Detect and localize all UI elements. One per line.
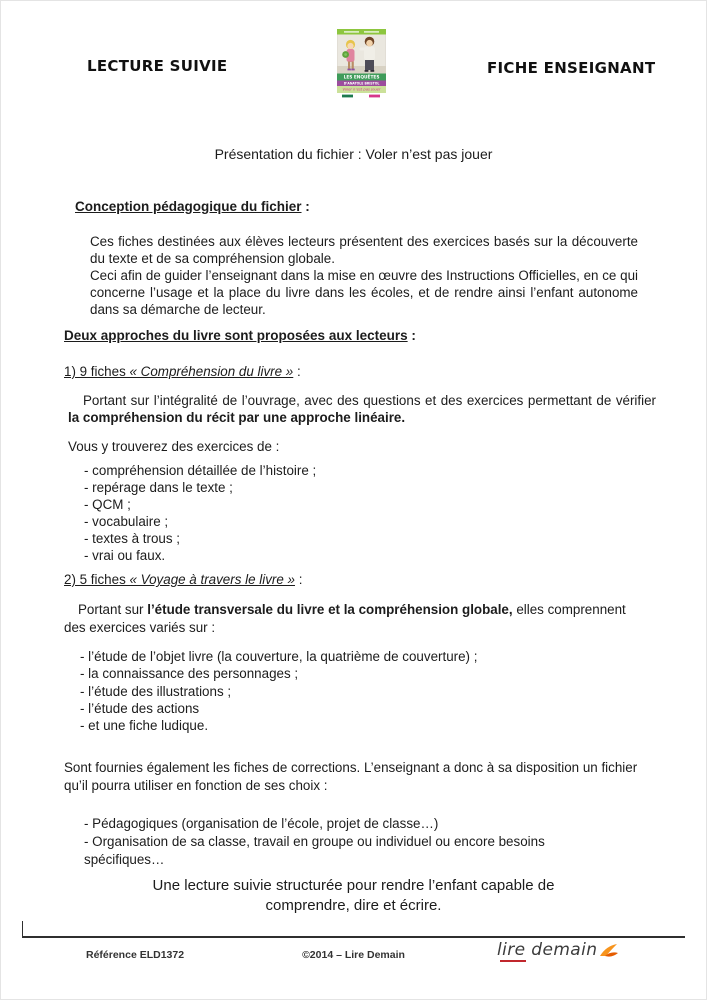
list-item: - la connaissance des personnages ;	[80, 666, 299, 682]
approach1-intro: Vous y trouverez des exercices de :	[68, 439, 280, 454]
cover-series-line2: D’ANATOLE BRISTOL	[343, 81, 380, 86]
approach1-label-colon: :	[293, 364, 301, 379]
list-item: - l’étude des illustrations ;	[80, 683, 232, 699]
book-cover-illustration	[337, 29, 386, 99]
list-item: - vocabulaire ;	[84, 514, 169, 529]
approach1-paragraph-normal: Portant sur l’intégralité de l’ouvrage, avec des questions et des exercices permettant de vérifier	[83, 393, 656, 408]
heading-conception	[75, 199, 310, 214]
approach2-label-colon: :	[294, 572, 303, 587]
list-item: - Pédagogiques (organisation de l’école, projet de classe…)	[84, 816, 439, 831]
approach2-label	[64, 571, 302, 588]
approach1-label	[64, 363, 301, 380]
approach1-label-title: « Compréhension du livre »	[129, 364, 294, 379]
heading-approaches-colon: :	[407, 328, 416, 343]
list-item: - vrai ou faux.	[84, 548, 166, 563]
list-item: - textes à trous ;	[84, 531, 181, 546]
corrections-list	[84, 815, 584, 869]
header-right-title: FICHE ENSEIGNANT	[487, 59, 656, 77]
approach2-paragraph-normal1: Portant sur	[78, 602, 148, 617]
approach2-paragraph	[64, 601, 629, 636]
logo-text: lire demain	[497, 940, 598, 960]
approach1-paragraph-bold: la compréhension du récit par une approche linéaire.	[68, 410, 406, 425]
cover-series-line1: LES ENQUÊTES	[343, 75, 380, 81]
book-cover	[337, 29, 386, 99]
heading-approaches-text: Deux approches du livre sont proposées aux lecteurs	[64, 328, 408, 343]
list-item: - l’étude de l’objet livre (la couverture, la quatrième de couverture) ;	[80, 649, 478, 664]
approach2-label-prefix: 2) 5 fiches	[64, 572, 130, 587]
list-item: - repérage dans le texte ;	[84, 480, 233, 495]
footer-copyright: ©2014 – Lire Demain	[302, 949, 405, 961]
footer-rule	[22, 936, 685, 938]
list-item: - QCM ;	[84, 497, 131, 512]
approach1-label-prefix: 1) 9 fiches	[64, 364, 130, 379]
approach2-label-title: « Voyage à travers le livre »	[129, 572, 295, 587]
corrections-paragraph: Sont fournies également les fiches de corrections. L’enseignant a donc à sa disposition un fichier qu’il pourra utiliser en fonction de ses choix :	[64, 760, 638, 793]
lire-demain-logo	[497, 941, 619, 959]
list-item: - compréhension détaillée de l’histoire ;	[84, 463, 317, 478]
heading-conception-colon: :	[301, 199, 310, 214]
conception-paragraph-1: Ces fiches destinées aux élèves lecteurs présentent des exercices basés sur la découverte du texte et de sa compréhension globale.	[90, 234, 638, 266]
list-item: - et une fiche ludique.	[80, 718, 209, 734]
approach2-item-list	[80, 648, 477, 734]
heading-approaches	[64, 328, 416, 343]
footer-reference: Référence ELD1372	[86, 949, 185, 961]
flame-swoosh-icon	[599, 943, 619, 959]
approach2-paragraph-normal2: elles comprennent des exercices variés sur :	[64, 602, 626, 635]
closing-statement	[0, 876, 707, 915]
cover-book-title: Voler n’est pas jouer	[342, 87, 381, 92]
approach1-exercise-list	[84, 462, 316, 564]
heading-conception-text: Conception pédagogique du fichier	[75, 199, 302, 214]
conception-paragraph-2: Ceci afin de guider l’enseignant dans la mise en œuvre des Instructions Officielles, en ce qui concerne l’usage et la place du livre dans les écoles, et de rendre ainsi l’enfant autonome dans sa démarche de lecteur.	[90, 268, 638, 317]
list-item: - l’étude des actions	[80, 700, 200, 716]
list-item: - Organisation de sa classe, travail en groupe ou individuel ou encore besoins spécifiques…	[84, 834, 545, 867]
closing-statement-text: Une lecture suivie structurée pour rendre l’enfant capable de comprendre, dire et écrire.	[152, 877, 555, 914]
logo-tagline-bar	[500, 960, 526, 962]
approach1-paragraph	[68, 392, 656, 426]
footer-rule-tick	[22, 921, 23, 936]
header-left-title: LECTURE SUIVIE	[87, 57, 228, 75]
approach2-paragraph-bold: l’étude transversale du livre et la compréhension globale,	[147, 602, 513, 617]
conception-paragraphs	[90, 233, 638, 318]
page-title: Présentation du fichier : Voler n’est pas jouer	[214, 146, 493, 162]
